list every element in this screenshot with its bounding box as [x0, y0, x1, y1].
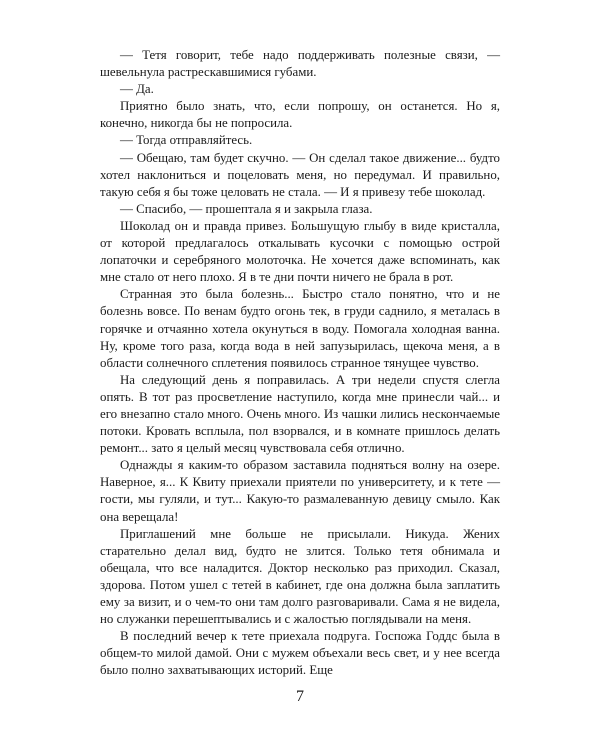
paragraph: — Тетя говорит, тебе надо поддерживать полезные связи, — шевельнула растрескавшимися губами. [100, 48, 500, 80]
paragraph: Однажды я каким-то образом заставила подняться волну на озере. Наверное, я... К Квиту приехали приятели по университету, и к тете — гости, мы гуляли, и тут... Какую-то размалеванную девицу смыло. Как она верещала! [100, 458, 500, 524]
paragraph: Странная это была болезнь... Быстро стало понятно, что и не болезнь вовсе. По венам будто огонь тек, в груди саднило, я металась в горячке и отчаянно хотела окунуться в воду. Помогала холодная ванна. Ну, кроме того раза, когда вода в ней запузырилась, щекоча меня, а в области солнечного сплетения появилось странное тянущее чувство. [100, 287, 500, 370]
paragraph: — Спасибо, — прошептала я и закрыла глаза. [120, 201, 373, 216]
body-text [100, 47, 500, 679]
page-number: 7 [296, 688, 304, 705]
paragraph: В последний вечер к тете приехала подруга. Госпожа Годдс была в общем-то милой дамой. Они с мужем объехали весь свет, и у нее всегда было полно захватывающих историй. Еще [100, 629, 500, 678]
paragraph: — Обещаю, там будет скучно. — Он сделал такое движение... будто хотел наклониться и поцеловать меня, но передумал. И правильно, такую себя я бы тоже целовать не стала. — И я привезу тебе шоколад. [100, 150, 500, 199]
paragraph: На следующий день я поправилась. А три недели спустя слегла опять. В тот раз просветление наступило, когда мне принесли чай... и его внезапно стало много. Очень много. Из чашки лились нескончаемые потоки. Кровать всплыла, пол взорвался, и в комнате пришлось делать ремонт... зато я целый месяц чувствовала себя отлично. [100, 372, 500, 456]
paragraph: Приятно было знать, что, если попрошу, он останется. Но я, конечно, никогда бы не попросила. [100, 99, 500, 131]
paragraph: — Тогда отправляйтесь. [120, 133, 253, 148]
paragraph: Шоколад он и правда привез. Большущую глыбу в виде кристалла, от которой предлагалось откалывать кусочки с помощью острой лопаточки и серебряного молоточка. Не хочется даже вспоминать, как мне стало от него плохо. Я в те дни почти ничего не брала в рот. [100, 218, 500, 285]
paragraph: Приглашений мне больше не присылали. Никуда. Жених старательно делал вид, будто не злится. Только тетя обнимала и обещала, что все наладится. Доктор несколько раз приходил. Сказал, здорова. Потом ушел с тетей в кабинет, где она должна была заплатить ему за визит, и о чем-то они там долго разговаривали. Сама я не видела, но служанки перешептывались и с жалостью поглядывали на меня. [100, 526, 500, 627]
paragraph: — Да. [120, 82, 154, 97]
